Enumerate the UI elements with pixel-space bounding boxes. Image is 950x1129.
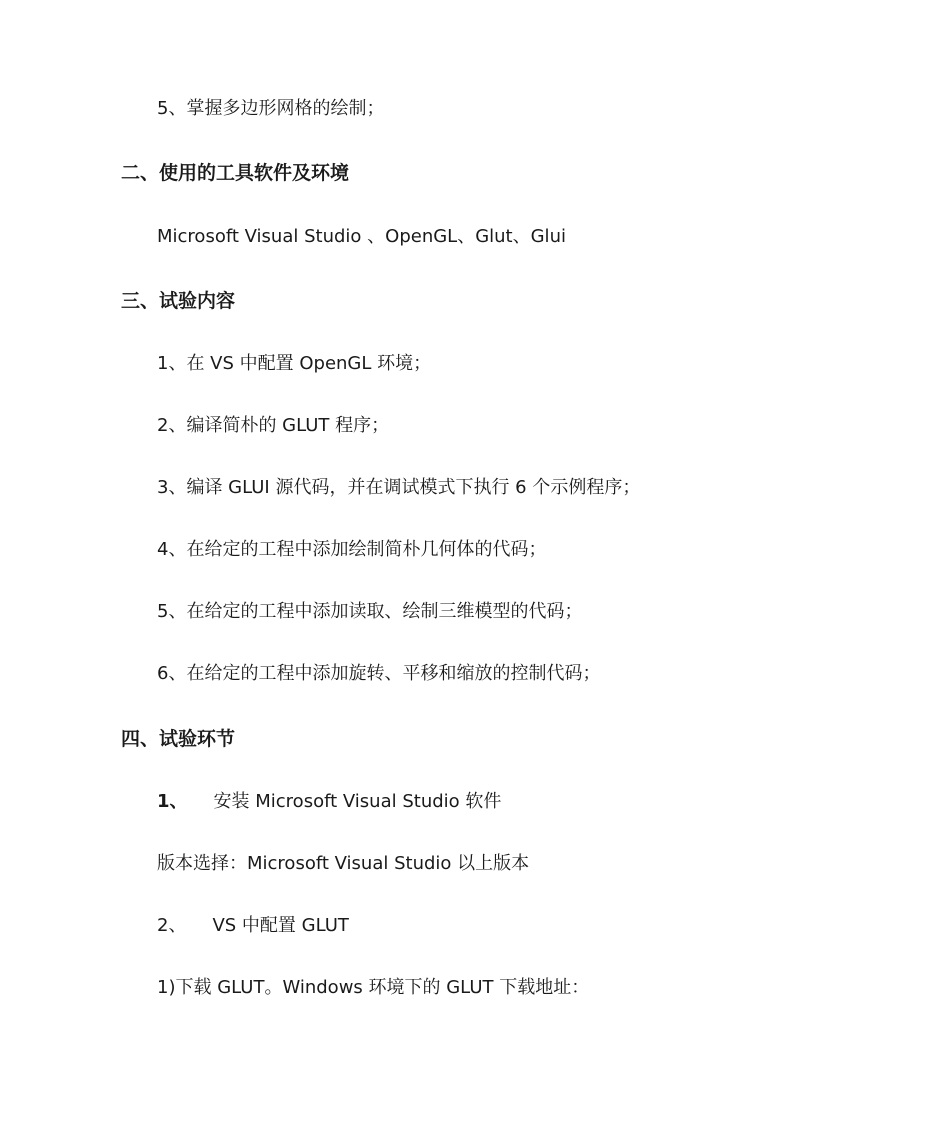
objective-item-5: 5、掌握多边形网格的绘制； xyxy=(157,98,385,119)
section-heading-content: 三、试验内容 xyxy=(121,290,236,312)
content-item-3: 3、编译 GLUI 源代码，并在调试模式下执行 6 个示例程序； xyxy=(157,477,641,498)
content-item-5: 5、在给定的工程中添加读取、绘制三维模型的代码； xyxy=(157,601,583,622)
step-2-text: VS 中配置 GLUT xyxy=(212,915,349,936)
content-item-1: 1、在 VS 中配置 OpenGL 环境； xyxy=(157,353,432,374)
tools-list: Microsoft Visual Studio 、OpenGL、Glut、Glui xyxy=(157,226,566,247)
content-item-2: 2、编译简朴的 GLUT 程序； xyxy=(157,415,390,436)
version-note: 版本选择：Microsoft Visual Studio 以上版本 xyxy=(157,853,530,874)
download-instruction: 1)下载 GLUT。Windows 环境下的 GLUT 下载地址： xyxy=(157,977,590,998)
section-heading-tools: 二、使用的工具软件及环境 xyxy=(121,162,350,184)
step-1 xyxy=(157,790,501,814)
step-1-text: 安装 Microsoft Visual Studio 软件 xyxy=(213,791,502,812)
step-1-number: 1、 xyxy=(157,791,188,812)
section-heading-steps: 四、试验环节 xyxy=(121,728,236,750)
step-2 xyxy=(157,914,349,938)
step-2-number: 2、 xyxy=(157,915,187,936)
content-item-4: 4、在给定的工程中添加绘制简朴几何体的代码； xyxy=(157,539,547,560)
content-item-6: 6、在给定的工程中添加旋转、平移和缩放的控制代码； xyxy=(157,663,601,684)
